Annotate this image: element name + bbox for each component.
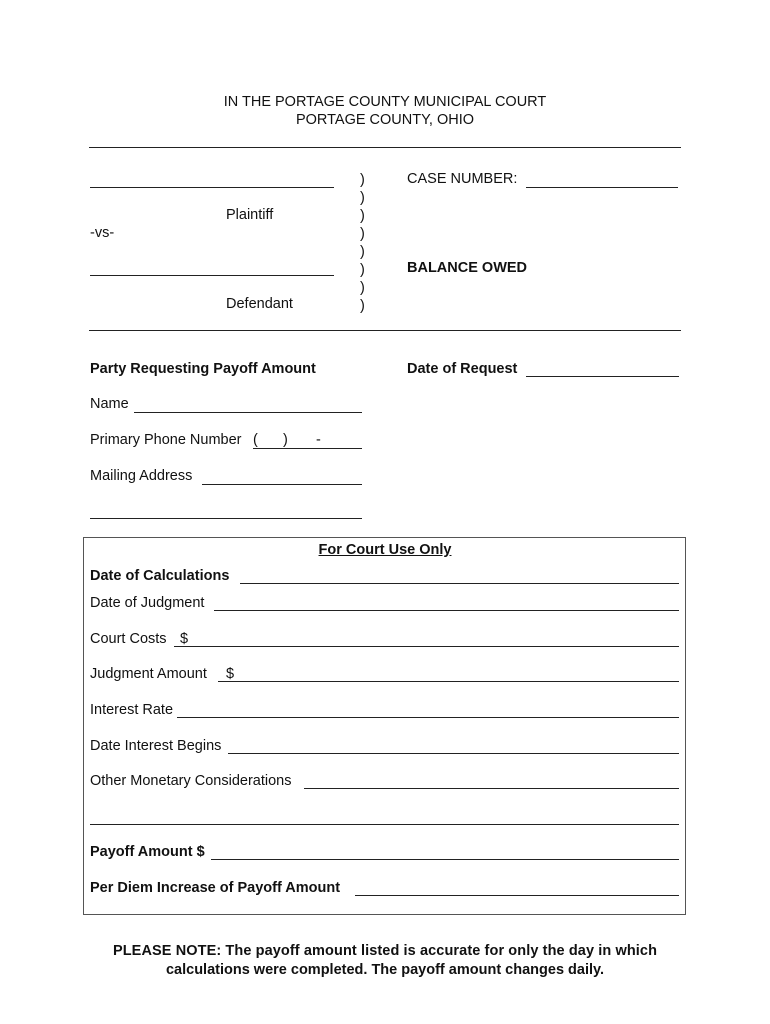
payoff-amount-label: Payoff Amount $: [90, 844, 205, 860]
mailing-address-label: Mailing Address: [90, 468, 193, 484]
date-of-judgment-label: Date of Judgment: [90, 595, 205, 611]
defendant-label: Defendant: [226, 296, 293, 312]
plaintiff-label: Plaintiff: [226, 207, 274, 223]
date-of-request-label: Date of Request: [407, 361, 518, 377]
date-interest-begins-label: Date Interest Begins: [90, 738, 222, 754]
paren-4: ): [360, 226, 365, 242]
phone-dash: -: [316, 432, 321, 448]
name-label: Name: [90, 396, 129, 412]
phone-paren-open: (: [253, 432, 258, 448]
paren-7: ): [360, 280, 365, 296]
court-costs-currency: $: [180, 631, 189, 647]
paren-1: ): [360, 172, 365, 188]
paren-3: ): [360, 208, 365, 224]
case-number-label: CASE NUMBER:: [407, 171, 518, 187]
date-of-calculations-field[interactable]: [240, 583, 679, 584]
paren-8: ): [360, 298, 365, 314]
vs-label: -vs-: [90, 225, 115, 241]
payoff-amount-field[interactable]: [211, 859, 679, 860]
interest-rate-label: Interest Rate: [90, 702, 174, 718]
paren-2: ): [360, 190, 365, 206]
party-requesting-label: Party Requesting Payoff Amount: [90, 361, 316, 377]
phone-paren-close: ): [283, 432, 288, 448]
other-monetary-label: Other Monetary Considerations: [90, 773, 292, 789]
court-name: IN THE PORTAGE COUNTY MUNICIPAL COURT: [223, 94, 547, 110]
note-line-1: PLEASE NOTE: The payoff amount listed is accurate for only the day in which: [112, 943, 658, 959]
per-diem-label: Per Diem Increase of Payoff Amount: [90, 880, 341, 896]
county-state: PORTAGE COUNTY, OHIO: [295, 112, 475, 128]
date-of-calculations-label: Date of Calculations: [90, 568, 230, 584]
date-of-request-field[interactable]: [526, 376, 679, 377]
defendant-name-field[interactable]: [90, 275, 334, 276]
court-costs-field[interactable]: [174, 646, 679, 647]
court-costs-label: Court Costs: [90, 631, 167, 647]
judgment-amount-field[interactable]: [218, 681, 679, 682]
mailing-address-field[interactable]: [202, 484, 362, 485]
court-use-title: For Court Use Only: [318, 542, 452, 558]
case-number-field[interactable]: [526, 187, 678, 188]
phone-field[interactable]: [253, 448, 362, 449]
other-monetary-field-2[interactable]: [90, 824, 679, 825]
judgment-amount-label: Judgment Amount: [90, 666, 207, 682]
header-divider: [89, 147, 681, 148]
balance-owed-label: BALANCE OWED: [407, 260, 528, 276]
per-diem-field[interactable]: [355, 895, 679, 896]
name-field[interactable]: [134, 412, 362, 413]
date-of-judgment-field[interactable]: [214, 610, 679, 611]
phone-label: Primary Phone Number: [90, 432, 242, 448]
plaintiff-name-field[interactable]: [90, 187, 334, 188]
note-line-2: calculations were completed. The payoff amount changes daily.: [165, 962, 605, 978]
paren-6: ): [360, 262, 365, 278]
date-interest-begins-field[interactable]: [228, 753, 679, 754]
interest-rate-field[interactable]: [177, 717, 679, 718]
paren-5: ): [360, 244, 365, 260]
other-monetary-field[interactable]: [304, 788, 679, 789]
caption-divider: [89, 330, 681, 331]
mailing-address-field-2[interactable]: [90, 518, 362, 519]
judgment-amount-currency: $: [226, 666, 235, 682]
